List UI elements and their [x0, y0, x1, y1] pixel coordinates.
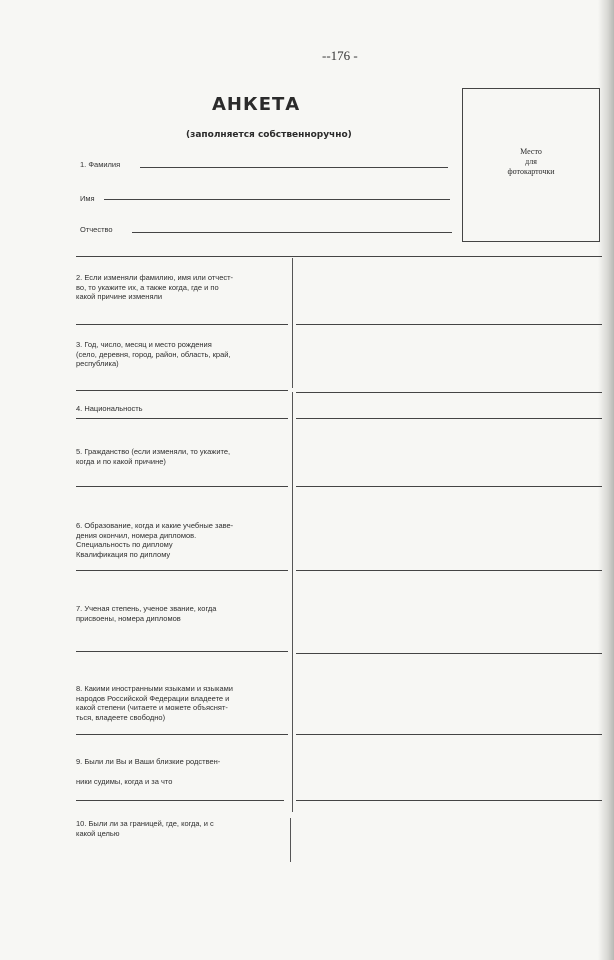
- column-divider: [290, 818, 291, 862]
- question-line: 7. Ученая степень, ученое звание, когда: [76, 604, 217, 613]
- answer-line[interactable]: [76, 800, 284, 801]
- question-line: присвоены, номера дипломов: [76, 613, 181, 623]
- question-6: [76, 521, 290, 559]
- answer-line[interactable]: [296, 418, 602, 419]
- page-number: --176 -: [322, 48, 358, 63]
- answer-line[interactable]: [76, 570, 288, 571]
- question-line: 10. Были ли за границей, где, когда, и с: [76, 819, 214, 828]
- name-field[interactable]: [104, 199, 450, 200]
- question-line: 4. Национальность: [76, 404, 143, 413]
- question-line: ники судимы, когда и за что: [76, 777, 173, 786]
- question-line: 8. Какими иностранными языками и языками: [76, 684, 233, 693]
- question-line: 2. Если изменяли фамилию, имя или отчест-: [76, 273, 234, 282]
- page-edge-shadow: [598, 0, 614, 960]
- answer-line[interactable]: [296, 324, 602, 325]
- answer-line[interactable]: [76, 734, 288, 735]
- photo-caption-line: для: [525, 157, 537, 166]
- answer-line[interactable]: [76, 418, 288, 419]
- answer-line[interactable]: [296, 734, 602, 735]
- photo-placeholder: [462, 88, 600, 242]
- answer-line[interactable]: [76, 324, 288, 325]
- question-line: когда и по какой причине): [76, 456, 166, 466]
- form-title: АНКЕТА: [212, 94, 301, 115]
- name-label: Имя: [80, 194, 95, 203]
- question-line: народов Российской Федерации владеете и: [76, 693, 230, 703]
- question-line: ться, владеете свободно): [76, 712, 166, 722]
- question-line: какой целью: [76, 828, 120, 838]
- question-line: республика): [76, 359, 119, 368]
- question-10: [76, 819, 290, 838]
- column-divider: [292, 258, 293, 388]
- question-7: [76, 604, 290, 623]
- question-2: [76, 273, 290, 302]
- question-line: 3. Год, число, месяц и место рождения: [76, 340, 212, 349]
- question-line: (село, деревня, город, район, область, край,: [76, 349, 231, 359]
- question-9: [76, 752, 290, 792]
- question-line: во, то укажите их, а также когда, где и по: [76, 282, 219, 292]
- header-separator: [76, 256, 602, 257]
- question-line: Квалификация по диплому: [76, 549, 171, 559]
- question-3: [76, 340, 290, 369]
- question-line: 9. Были ли Вы и Ваши близкие родствен-: [76, 757, 221, 766]
- photo-caption-line: Место: [520, 147, 542, 156]
- answer-line[interactable]: [76, 486, 288, 487]
- surname-label: 1. Фамилия: [80, 160, 121, 169]
- patronymic-label: Отчество: [80, 225, 113, 234]
- form-subtitle: (заполняется собственноручно): [186, 130, 352, 140]
- question-line: какой степени (читаете и можете объяснят-: [76, 703, 228, 712]
- question-4: [76, 404, 290, 414]
- question-8: [76, 684, 290, 722]
- patronymic-field[interactable]: [132, 232, 452, 233]
- photo-caption-line: фотокарточки: [507, 167, 555, 176]
- column-divider: [292, 392, 293, 812]
- question-line: какой причине изменяли: [76, 292, 163, 301]
- answer-line[interactable]: [296, 486, 602, 487]
- answer-line[interactable]: [76, 390, 288, 391]
- question-line: 5. Гражданство (если изменяли, то укажите,: [76, 447, 231, 456]
- question-line: дения окончил, номера дипломов.: [76, 530, 197, 540]
- photo-caption: [463, 147, 599, 177]
- answer-line[interactable]: [296, 653, 602, 654]
- surname-field[interactable]: [140, 167, 448, 168]
- question-line: 6. Образование, когда и какие учебные заве-: [76, 521, 234, 530]
- question-line: Специальность по диплому: [76, 540, 173, 549]
- question-5: [76, 447, 290, 466]
- answer-line[interactable]: [296, 570, 602, 571]
- answer-line[interactable]: [296, 800, 602, 801]
- answer-line[interactable]: [296, 392, 602, 393]
- answer-line[interactable]: [76, 651, 288, 652]
